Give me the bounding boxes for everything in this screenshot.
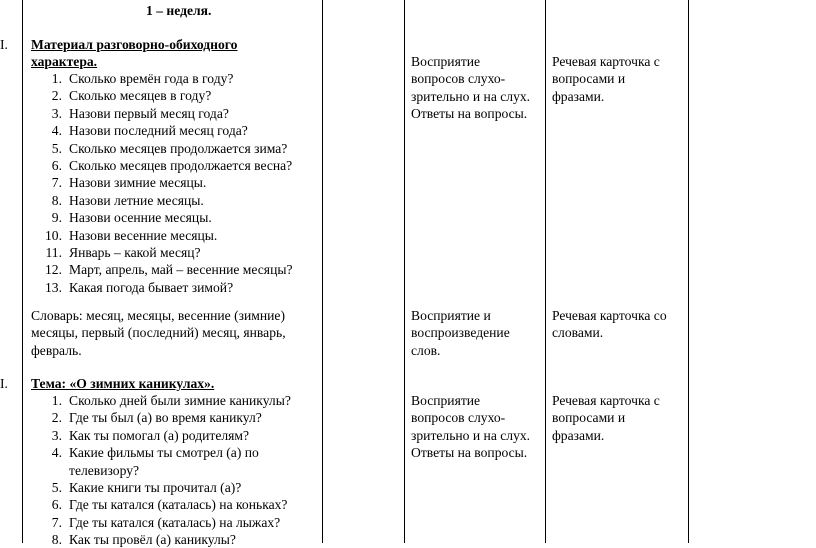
material-line: Речевая карточка с <box>552 393 660 408</box>
question-number: 6. <box>51 497 62 513</box>
question-text: Сколько месяцев продолжается весна? <box>69 158 293 173</box>
perception-line: воспроизведение <box>411 325 510 341</box>
table-border-col2 <box>404 0 405 543</box>
question-text: Январь – какой месяц? <box>69 245 201 260</box>
material-line: вопросами и <box>552 410 626 426</box>
material-line: словами. <box>552 325 604 341</box>
question-text: Назови летние месяцы. <box>69 192 204 208</box>
question-text: Назови зимние месяцы. <box>69 175 207 191</box>
vocabulary-line: февраль. <box>31 342 82 358</box>
question-number: 10. <box>45 227 62 243</box>
question-text: Какая погода бывает зимой? <box>69 279 234 295</box>
perception-line: Восприятие <box>411 54 481 69</box>
question-number: 11. <box>45 245 62 260</box>
table-border-col1 <box>322 0 323 543</box>
perception-line: Восприятие <box>411 393 481 408</box>
material-line: вопросами и <box>552 71 626 87</box>
question-number: 4. <box>51 123 62 139</box>
question-text: Март, апрель, май – весенние месяцы? <box>69 262 293 278</box>
perception-line: вопросов слухо- <box>411 410 506 426</box>
perception-line: зрительно и на слух. <box>411 427 531 443</box>
question-text: Назови первый месяц года? <box>69 105 229 121</box>
section-number-2: I. <box>0 376 8 391</box>
question-number: 2. <box>51 410 62 426</box>
question-text: Назови последний месяц года? <box>69 123 248 139</box>
question-text: телевизору? <box>69 462 140 478</box>
question-number: 1. <box>51 71 62 86</box>
vocabulary-line: Словарь: месяц, месяцы, весенние (зимние) <box>31 308 285 323</box>
perception-line: вопросов слухо- <box>411 71 506 87</box>
question-number: 3. <box>51 427 62 443</box>
question-number: 3. <box>51 105 62 121</box>
question-text: Какие книги ты прочитал (а)? <box>69 480 242 495</box>
question-number: 7. <box>51 175 62 191</box>
material-line: Речевая карточка со <box>552 308 667 323</box>
question-number: 8. <box>51 532 62 548</box>
material-line: фразами. <box>552 427 605 443</box>
section1-title-line1: Материал разговорно-обиходного <box>31 37 238 52</box>
material-line: Речевая карточка с <box>552 54 660 69</box>
question-text: Сколько времён года в году? <box>69 71 234 86</box>
question-number: 9. <box>51 210 62 226</box>
section-number-1: I. <box>0 37 8 52</box>
question-text: Как ты помогал (а) родителям? <box>69 427 250 443</box>
perception-line: слов. <box>411 342 441 358</box>
question-number: 12. <box>45 262 62 278</box>
question-text: Сколько дней были зимние каникулы? <box>69 393 291 408</box>
question-number: 1. <box>51 393 62 408</box>
question-number: 8. <box>51 192 62 208</box>
question-number: 7. <box>51 514 62 530</box>
question-number: 13. <box>45 279 62 295</box>
question-text: Сколько месяцев в году? <box>69 88 212 104</box>
question-number: 5. <box>51 480 62 495</box>
question-number: 4. <box>51 445 62 461</box>
table-border-col4 <box>688 0 689 543</box>
table-border-left <box>22 0 23 543</box>
material-line: фразами. <box>552 88 605 104</box>
perception-line: Ответы на вопросы. <box>411 106 528 122</box>
question-text: Сколько месяцев продолжается зима? <box>69 140 288 156</box>
perception-line: зрительно и на слух. <box>411 88 531 104</box>
question-text: Какие фильмы ты смотрел (а) по <box>69 445 259 461</box>
perception-line: Ответы на вопросы. <box>411 445 528 461</box>
question-number: 5. <box>51 140 62 156</box>
question-text: Где ты катался (каталась) на лыжах? <box>69 514 281 530</box>
perception-line: Восприятие и <box>411 308 491 323</box>
question-text: Где ты катался (каталась) на коньках? <box>69 497 288 513</box>
section2-title: Тема: «О зимних каникулах». <box>31 376 215 391</box>
question-text: Назови весенние месяцы. <box>69 227 218 243</box>
week-heading: 1 – неделя. <box>146 3 212 18</box>
vocabulary-line: месяцы, первый (последний) месяц, январь, <box>31 325 286 341</box>
question-number: 6. <box>51 158 62 173</box>
section1-title-line2: характера. <box>31 54 98 69</box>
table-border-col3 <box>545 0 546 543</box>
question-text: Где ты был (а) во время каникул? <box>69 410 262 426</box>
question-text: Как ты провёл (а) каникулы? <box>69 532 236 548</box>
question-number: 2. <box>51 88 62 104</box>
question-text: Назови осенние месяцы. <box>69 210 212 226</box>
